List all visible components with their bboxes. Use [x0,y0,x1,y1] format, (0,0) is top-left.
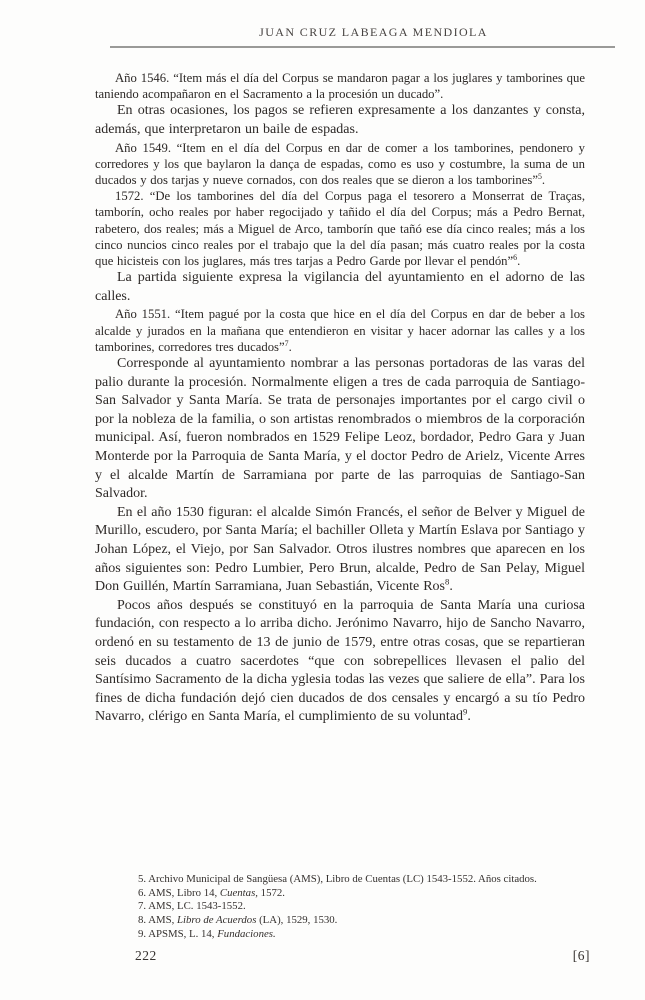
quote-1549-text: Año 1549. “Item en el día del Corpus en dar de comer a los tamborines, pendonero y corredores y los que baylaron la dança de espadas, como es uso y costumbre, la suma de un ducados y dos tarjas y nueve cornados, con dos reales que se dieron a los tamborines” [95,140,585,187]
page-footer [95,948,590,964]
footnotes-section [95,873,595,942]
paragraph-ano-1530-text: En el año 1530 figuran: el alcalde Simón Francés, el señor de Belver y Miguel de Murillo, escudero, por Santa María; el bachiller Olleta y Martín Eslava por Santiago y Johan López, el Viejo, por San Salvador. Otros ilustres nombres que aparecen en los años siguientes son: Pedro Lumbier, Pero Brun, alcalde, Pedro de San Pelay, Miguel Don Guillén, Martín Sarramiana, Juan Sebastián, Vicente Ros [95,504,585,595]
footnote-5 [95,873,595,887]
footnote-ref-9: 9 [463,706,468,717]
quote-1546-text: Año 1546. “Item más el día del Corpus se mandaron pagar a los juglares y tamborines que taniendo acompañaron en el Sacramento a la procesión un ducado”. [95,71,585,102]
footnote-8-post: (LA), 1529, 1530. [256,914,338,927]
paragraph-corresponde-text: Corresponde al ayuntamiento nombrar a las personas portadoras de las varas del palio durante la procesión. Normalmente eligen a tres de cada parroquia de Santiago-San Salvador y Santa María. Se trata de personajes importantes por el cargo civil o por la nobleza de la familia, o son artistas renombrados o miembros de la corporación municipal. Así, fueron nombrados en 1529 Felipe Leoz, bordador, Pedro Gara y Juan Monterde por la Parroquia de Santa María, y el doctor Pedro de Arielz, Vicente Arres y el alcalde Martín de Sarramiana por parte de las parroquias de Santiago-San Salvador. [95,356,585,502]
footnote-5-text: 5. Archivo Municipal de Sangüesa (AMS), Libro de Cuentas (LC) 1543-1552. Años citados. [138,873,537,885]
footnote-6-text: 6. AMS, Libro 14, [138,886,220,899]
footnote-6 [95,887,595,901]
quote-1572-text: 1572. “De los tamborines del día del Corpus paga el tesorero a Monserrat de Traças, tamborín, ocho reales por haber regocijado y tañido el día del Corpus; más a Pedro Bernat, rabetero, dos reales; más a Miguel de Arco, tamborín que tañó ese día cinco reales; más a los cinco nuncios cinco reales por el trabajo que la del día pasan; más cuatro reales por la costa que hicisteis con los juglares, más tres tarjas a Pedro Garde por llevar el pendón” [95,189,585,269]
paragraph-partida [95,269,585,306]
page-body [95,70,585,727]
quote-1551 [95,306,585,355]
header-rule [110,46,615,48]
quote-1546 [95,70,585,102]
quote-1572 [95,188,585,269]
signature-number: [6] [572,948,590,963]
paragraph-fundacion-tail: . [467,709,471,725]
footnote-ref-6: 6 [513,252,518,262]
quote-1551-tail: . [288,339,292,354]
page-number: 222 [135,948,157,963]
footnote-ref-5: 5 [537,171,542,181]
footnote-6-italic: Cuentas, [219,886,258,899]
footnote-7 [95,900,595,914]
paragraph-fundacion [95,597,585,727]
footnote-9-italic: Fundaciones. [217,927,276,940]
footnote-8-italic: Libro de Acuerdos [177,914,257,927]
footnote-ref-8: 8 [445,576,450,587]
paragraph-danzantes-text: En otras ocasiones, los pagos se refieren expresamente a los danzantes y consta, además, que interpretaron un baile de espadas. [95,103,585,137]
paragraph-ano-1530 [95,504,585,597]
footnote-9 [95,928,595,942]
footnote-6-post: 1572. [257,886,285,899]
running-header-title: JUAN CRUZ LABEAGA MENDIOLA [259,25,488,39]
paragraph-ano-1530-tail: . [449,579,453,595]
paragraph-corresponde [95,355,585,504]
quote-1572-tail: . [517,254,521,269]
footnote-9-text: 9. APSMS, L. 14, [138,927,218,940]
footnote-ref-7: 7 [284,338,289,348]
quote-1551-text: Año 1551. “Item pagué por la costa que hice en el día del Corpus en dar de beber a los alcalde y jurados en la mañana que entendieron en visitar y hacer adornar las calles y a los tamborines, corredores tres ducados” [95,307,585,354]
footnote-7-text: 7. AMS, LC. 1543-1552. [138,900,246,913]
paragraph-danzantes [95,102,585,139]
footnote-8 [95,914,595,928]
paragraph-fundacion-text: Pocos años después se constituyó en la parroquia de Santa María una curiosa fundación, con respecto a lo arriba dicho. Jerónimo Navarro, hijo de Sancho Navarro, ordenó en su testamento de 13 de junio de 1579, entre otras cosas, que se repartieran seis ducados a cuatro sacerdotes “que con sobrepellices llevasen el palio del Santísimo Sacramento de la dicha yglesia todas las vezes que saliere de ella”. Para los fines de dicha fundación dejó cien ducados de dos censales y encargó a su tío Pedro Navarro, clérigo en Santa María, el cumplimiento de su voluntad [95,597,585,725]
paragraph-partida-text: La partida siguiente expresa la vigilancia del ayuntamiento en el adorno de las calles. [95,270,585,304]
quote-1549 [95,140,585,189]
quote-1549-tail: . [541,173,546,187]
footnote-8-text: 8. AMS, [138,914,178,927]
